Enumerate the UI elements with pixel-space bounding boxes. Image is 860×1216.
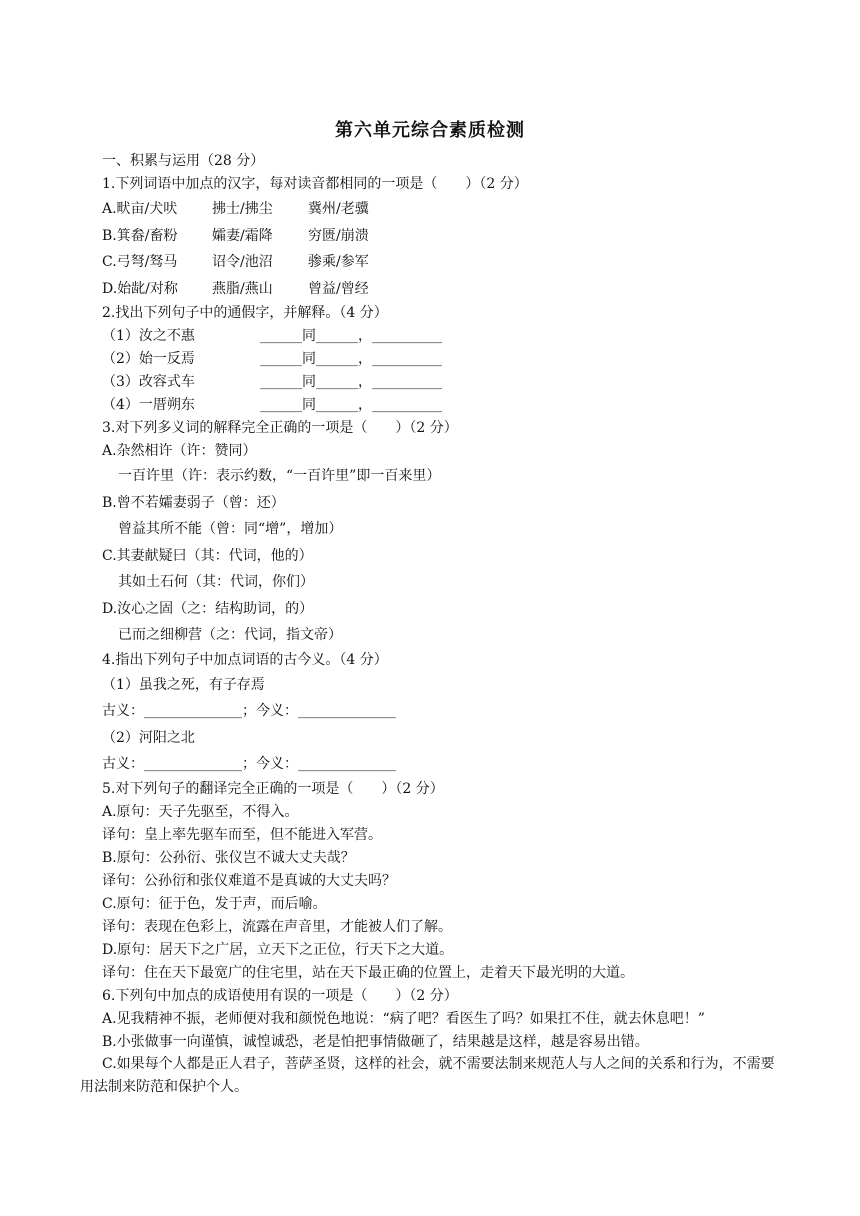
q5-line: 译句：表现在色彩上，流露在声音里，才能被人们了解。 — [102, 918, 452, 935]
q1-option-c — [102, 249, 792, 276]
q3-line: B.曾不若孀妻弱子（曾：还） — [102, 494, 285, 511]
q5-line: D.原句：居天下之广居，立天下之正位，行天下之大道。 — [102, 941, 454, 958]
q1-option-a — [102, 196, 792, 223]
q6-option-a: A.见我精神不振，老师便对我和颜悦色地说：“病了吧？看医生了吗？如果扛不住，就去休息吧！” — [102, 1010, 705, 1027]
q1-option-d — [102, 276, 792, 303]
q2-item-text: （4）一厝朔东 — [102, 397, 195, 413]
option-part: C.弓弩/驽马 — [102, 254, 178, 270]
option-part: D.始龀/对称 — [102, 280, 178, 297]
q6-option-b: B.小张做事一向谨慎，诚惶诚恐，老是怕把事情做砸了，结果越是这样，越是容易出错。 — [102, 1033, 649, 1050]
q5-line: A.原句：天子先驱至，不得入。 — [102, 803, 299, 820]
q3-line: 其如土石何（其：代词，你们） — [118, 574, 314, 590]
question-2-stem: 2.找出下列句子中的通假字，并解释。（4 分） — [102, 305, 388, 321]
q2-item — [102, 394, 792, 417]
exam-body — [102, 150, 792, 1054]
q5-line: C.原句：征于色，发于声，而后喻。 — [102, 895, 327, 912]
option-part: 穷匮/崩溃 — [308, 227, 369, 244]
option-part: 孀妻/霜降 — [212, 227, 273, 244]
q2-item — [102, 348, 792, 371]
q4-sentence-2: （2）河阳之北 — [102, 729, 195, 746]
option-part: 燕脂/燕山 — [212, 280, 273, 297]
question-3-stem: 3.对下列多义词的解释完全正确的一项是（ ）（2 分） — [102, 420, 458, 436]
q5-line: 译句：公孙衍和张仪难道不是真诚的大丈夫吗？ — [102, 872, 396, 889]
option-part: 拂士/拂尘 — [212, 201, 273, 217]
option-part: A.畎亩/犬吠 — [102, 201, 178, 217]
question-1-stem: 1.下列词语中加点的汉字，每对读音都相同的一项是（ ）（2 分） — [102, 176, 528, 192]
q5-line: 译句：皇上率先驱车而至，但不能进入军营。 — [102, 826, 382, 843]
question-4-stem: 4.指出下列句子中加点词语的古今义。（4 分） — [102, 651, 388, 668]
option-part: B.箕畚/畜粉 — [102, 227, 178, 244]
q1-option-b — [102, 223, 792, 250]
q2-item-text: （1）汝之不惠 — [102, 328, 195, 344]
option-part: 曾益/曾经 — [308, 280, 369, 297]
q3-line: D.汝心之固（之：结构助词，的） — [102, 600, 314, 617]
option-part: 骖乘/参军 — [308, 254, 369, 270]
q2-item-text: （3）改容式车 — [102, 374, 195, 390]
q2-item-text: （2）始一反焉 — [102, 351, 195, 367]
option-part: 冀州/老骥 — [308, 201, 369, 217]
section-heading: 一、积累与运用（28 分） — [102, 153, 265, 169]
q2-item — [102, 371, 792, 394]
q5-line: B.原句：公孙衍、张仪岂不诚大丈夫哉？ — [102, 849, 355, 866]
answer-blank[interactable]: ______同______，__________ — [260, 328, 442, 344]
q4-answer-2[interactable]: 古义：______________；今义：______________ — [102, 756, 396, 772]
q5-line: 译句：住在天下最宽广的住宅里，站在天下最正确的位置上，走着天下最光明的大道。 — [102, 964, 634, 981]
q3-line: C.其妻献疑曰（其：代词，他的） — [102, 547, 313, 564]
answer-blank[interactable]: ______同______，__________ — [260, 374, 442, 390]
q6-option-c: C.如果每个人都是正人君子，菩萨圣贤，这样的社会，就不需要法制来规范人与人之间的关系和行为，不需要用法制来防范和保护个人。 — [80, 1056, 775, 1095]
q3-line: A.杂然相许（许：赞同） — [102, 443, 257, 459]
page-title: 第六单元综合素质检测 — [335, 120, 525, 141]
q2-item — [102, 325, 792, 348]
option-part: 诏令/池沼 — [212, 254, 273, 270]
answer-blank[interactable]: ______同______，__________ — [260, 351, 442, 367]
q3-line: 一百许里（许：表示约数，“一百许里”即一百来里） — [118, 468, 441, 484]
q4-answer-1[interactable]: 古义：______________；今义：______________ — [102, 703, 396, 719]
q4-sentence-1: （1）虽我之死，有子存焉 — [102, 676, 265, 693]
q3-line: 已而之细柳营（之：代词，指文帝） — [118, 627, 342, 643]
question-5-stem: 5.对下列句子的翻译完全正确的一项是（ ）（2 分） — [102, 780, 444, 797]
question-6-stem: 6.下列句中加点的成语使用有误的一项是（ ）（2 分） — [102, 987, 458, 1004]
q3-line: 曾益其所不能（曾：同“增”，增加） — [118, 521, 343, 537]
answer-blank[interactable]: ______同______，__________ — [260, 397, 442, 413]
